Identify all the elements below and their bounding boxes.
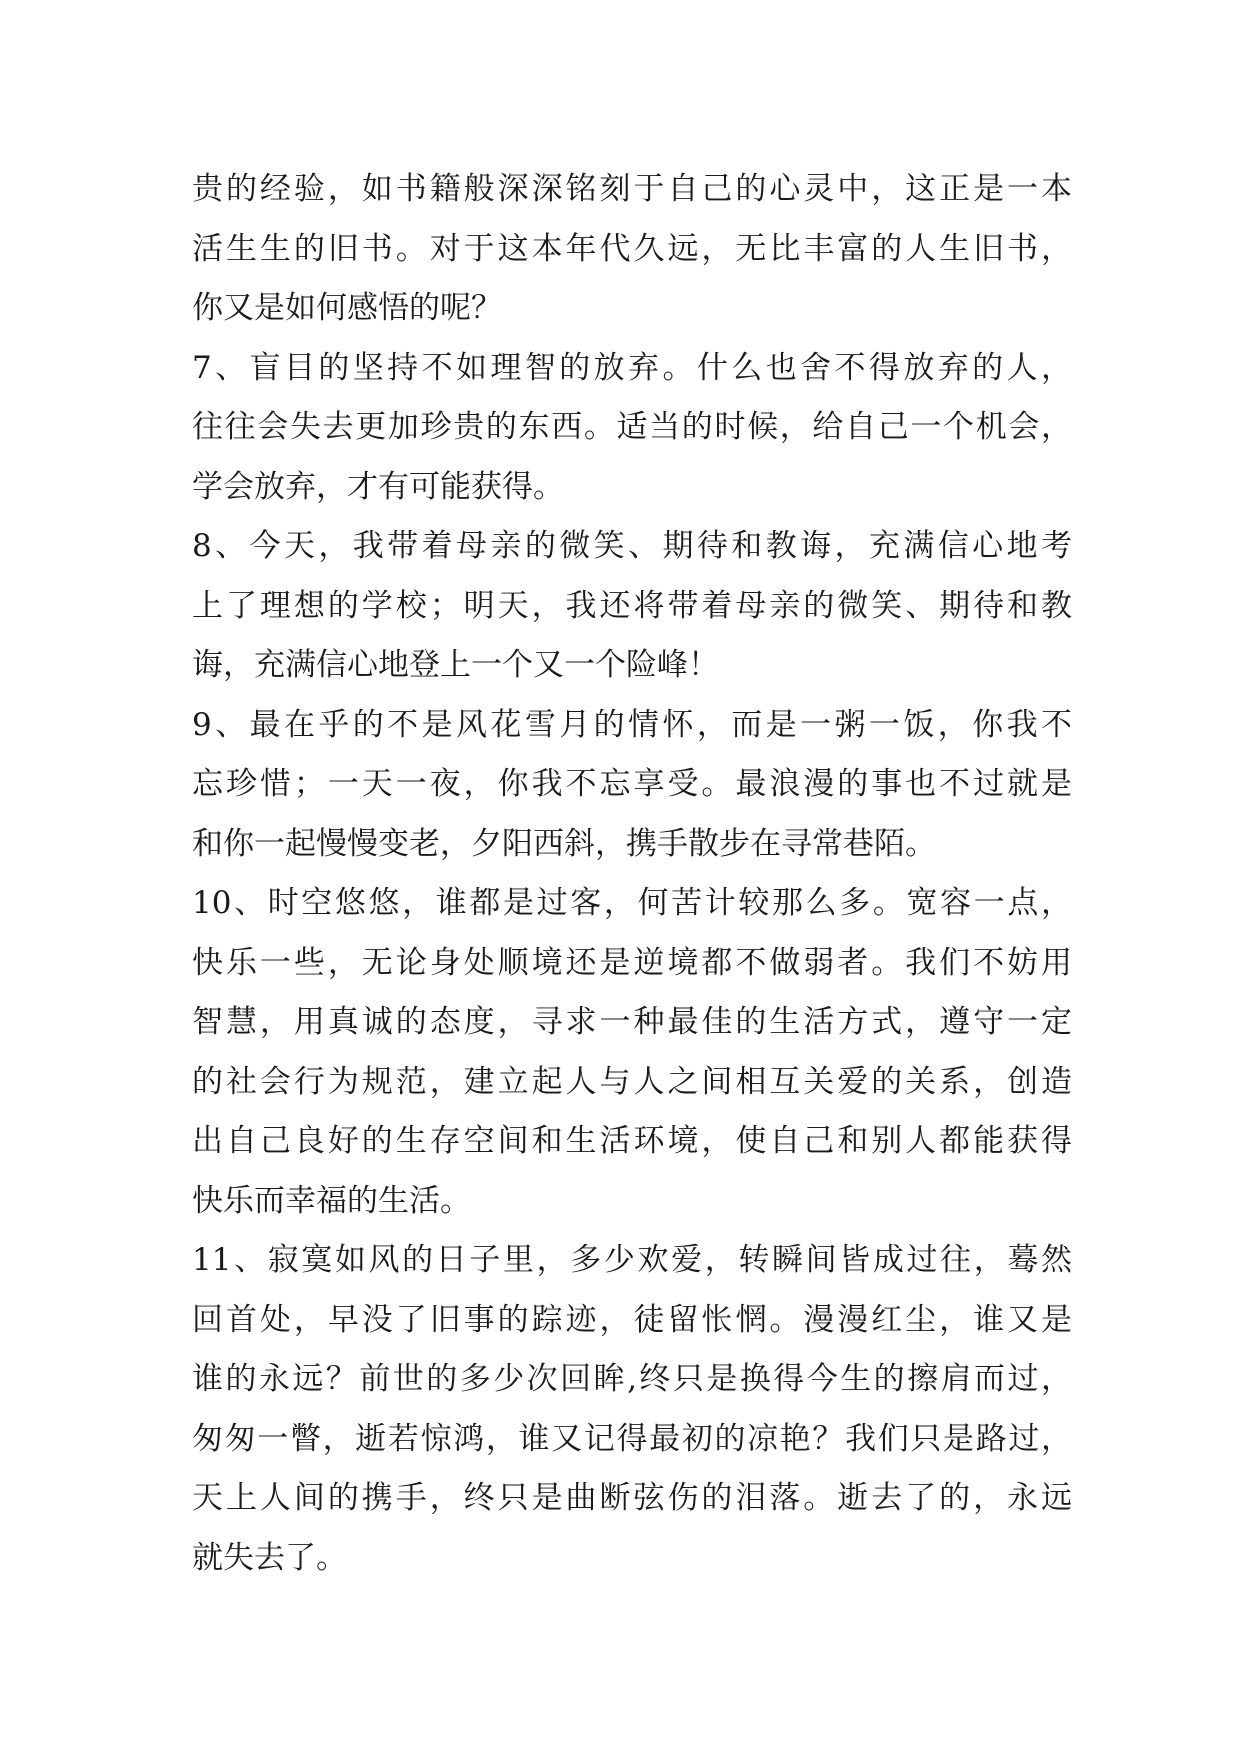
text-line: 的社会行为规范，建立起人与人之间相互关爱的关系，创造	[192, 1063, 1072, 1100]
text-line: 8、今天，我带着母亲的微笑、期待和教诲，充满信心地考	[192, 528, 1072, 564]
text-line: 往往会失去更加珍贵的东西。适当的时候，给自己一个机会，	[192, 409, 1072, 445]
text-line: 快乐一些，无论身处顺境还是逆境都不做弱者。我们不妨用	[192, 944, 1072, 981]
text-line: 就失去了。	[192, 1539, 347, 1576]
text-line: 天上人间的携手，终只是曲断弦伤的泪落。逝去了的，永远	[192, 1480, 1072, 1516]
text-line: 快乐而幸福的生活。	[192, 1182, 471, 1219]
text-line: 忘珍惜；一天一夜，你我不忘享受。最浪漫的事也不过就是	[192, 766, 1072, 802]
text-line: 匆匆一瞥，逝若惊鸿，谁又记得最初的凉艳？我们只是路过，	[192, 1420, 1072, 1457]
text-line: 诲，充满信心地登上一个又一个险峰！	[192, 647, 719, 683]
text-line: 7、盲目的坚持不如理智的放弃。什么也舍不得放弃的人，	[192, 349, 1072, 386]
text-line: 学会放弃，才有可能获得。	[192, 468, 564, 505]
text-line: 回首处，早没了旧事的踪迹，徒留怅惘。漫漫红尘，谁又是	[192, 1301, 1072, 1338]
body-text	[192, 160, 1072, 1588]
text-line: 和你一起慢慢变老，夕阳西斜，携手散步在寻常巷陌。	[192, 825, 936, 862]
text-line: 贵的经验，如书籍般深深铭刻于自己的心灵中，这正是一本	[192, 171, 1072, 207]
text-line: 你又是如何感悟的呢？	[192, 290, 502, 326]
text-line: 上了理想的学校；明天，我还将带着母亲的微笑、期待和教	[192, 587, 1072, 624]
text-line: 智慧，用真诚的态度，寻求一种最佳的生活方式，遵守一定	[192, 1004, 1072, 1040]
text-line: 谁的永远？前世的多少次回眸,终只是换得今生的擦肩而过，	[192, 1361, 1072, 1397]
text-line: 11、寂寞如风的日子里，多少欢爱，转瞬间皆成过往，蓦然	[192, 1242, 1072, 1278]
text-line: 10、时空悠悠，谁都是过客，何苦计较那么多。宽容一点，	[192, 885, 1072, 921]
text-line: 活生生的旧书。对于这本年代久远，无比丰富的人生旧书，	[192, 230, 1072, 267]
text-line: 出自己良好的生存空间和生活环境，使自己和别人都能获得	[192, 1123, 1072, 1159]
text-line: 9、最在乎的不是风花雪月的情怀，而是一粥一饭，你我不	[192, 706, 1072, 743]
